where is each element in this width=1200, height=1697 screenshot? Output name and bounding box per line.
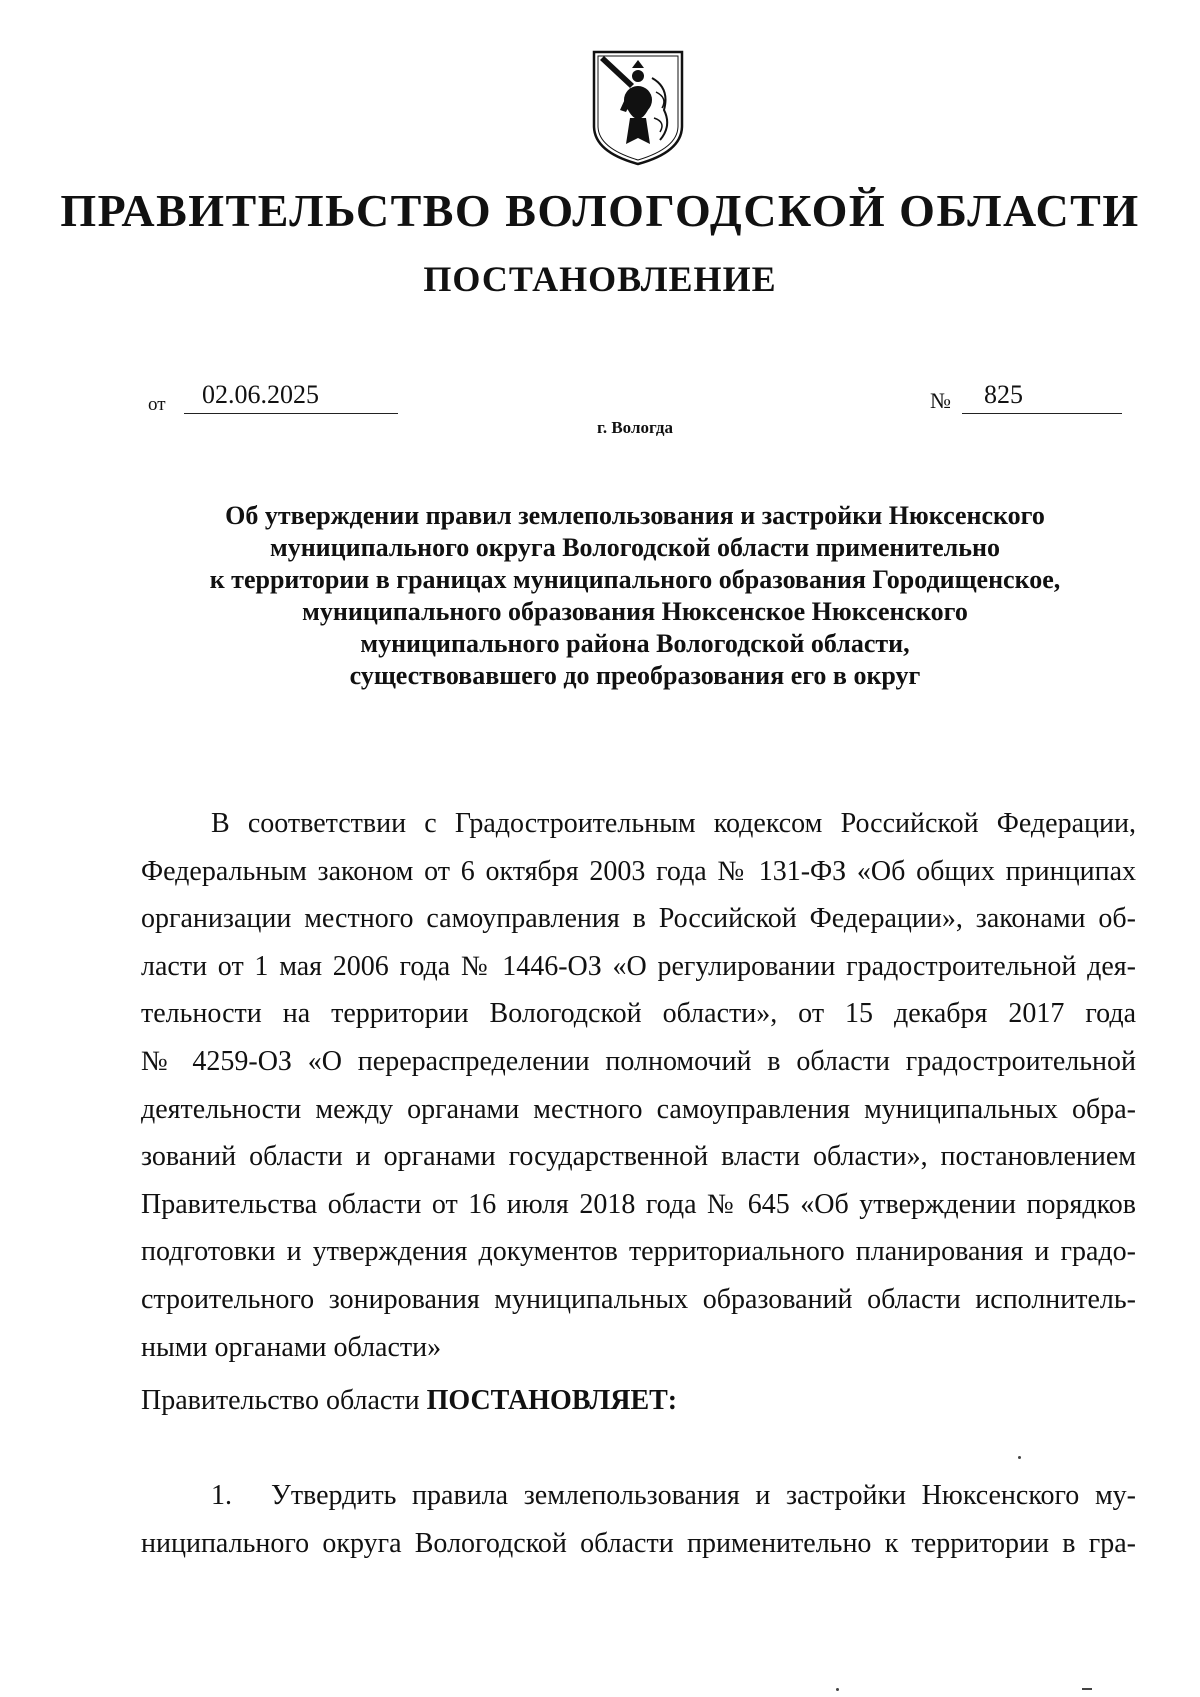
- preamble-line: № 4259-ОЗ «О перераспределении полномочий в области градостроительной: [141, 1045, 1136, 1077]
- item-line: Утвердить правила землепользования и застройки Нюксенского му-: [271, 1480, 1136, 1511]
- preamble-line: ласти от 1 мая 2006 года № 1446-ОЗ «О регулировании градостроительной дея-: [141, 950, 1136, 982]
- preamble-paragraph: [141, 800, 1136, 1371]
- preamble-line: строительного зонирования муниципальных образований области исполнитель-: [141, 1283, 1136, 1315]
- preamble-line: В соответствии с Градостроительным кодексом Российской Федерации,: [211, 808, 1136, 839]
- preamble-line: ными органами области»: [141, 1331, 442, 1363]
- subject-line: Об утверждении правил землепользования и застройки Нюксенского: [225, 501, 1045, 530]
- item-line: ниципального округа Вологодской области применительно к территории в гра-: [141, 1527, 1136, 1559]
- document-date: 02.06.2025: [184, 380, 398, 414]
- preamble-line: Федеральным законом от 6 октября 2003 года № 131-ФЗ «Об общих принципах: [141, 855, 1136, 887]
- subject-line: существовавшего до преобразования его в округ: [349, 661, 921, 690]
- city-label: г. Вологда: [597, 418, 673, 437]
- subject-line: муниципального округа Вологодской области применительно: [269, 533, 1001, 562]
- number-sign: №: [930, 388, 951, 413]
- preamble-line: подготовки и утверждения документов территориального планирования и градо-: [141, 1236, 1136, 1268]
- scan-speck: [1082, 1688, 1092, 1690]
- subject-line: к территории в границах муниципального образования Городищенское,: [209, 565, 1061, 594]
- government-name: ПРАВИТЕЛЬСТВО ВОЛОГОДСКОЙ ОБЛАСТИ: [60, 185, 1140, 236]
- preamble-line: зований области и органами государственной власти области», постановлением: [141, 1141, 1136, 1173]
- resolution-keyword: ПОСТАНОВЛЯЕТ:: [426, 1385, 678, 1416]
- resolution-clause: [141, 1385, 677, 1417]
- vologda-coat-of-arms-icon: [590, 48, 686, 168]
- item-number: 1.: [211, 1480, 232, 1511]
- document-subject: [150, 500, 1120, 692]
- preamble-line: организации местного самоуправления в Российской Федерации», законами об-: [141, 903, 1136, 935]
- subject-line: муниципального образования Нюксенское Нюксенского: [302, 597, 968, 626]
- resolution-prefix: Правительство области: [141, 1385, 420, 1416]
- preamble-line: деятельности между органами местного самоуправления муниципальных обра-: [141, 1093, 1136, 1125]
- scan-speck: [836, 1688, 839, 1691]
- preamble-line: тельности на территории Вологодской области», от 15 декабря 2017 года: [141, 998, 1136, 1030]
- document-type: ПОСТАНОВЛЕНИЕ: [423, 259, 777, 299]
- subject-line: муниципального района Вологодской области,: [360, 629, 910, 658]
- list-item: [141, 1472, 1136, 1567]
- scan-speck: [1018, 1456, 1021, 1459]
- preamble-line: Правительства области от 16 июля 2018 года № 645 «Об утверждении порядков: [141, 1188, 1136, 1220]
- date-prefix: от: [148, 394, 166, 415]
- document-number: 825: [962, 380, 1122, 414]
